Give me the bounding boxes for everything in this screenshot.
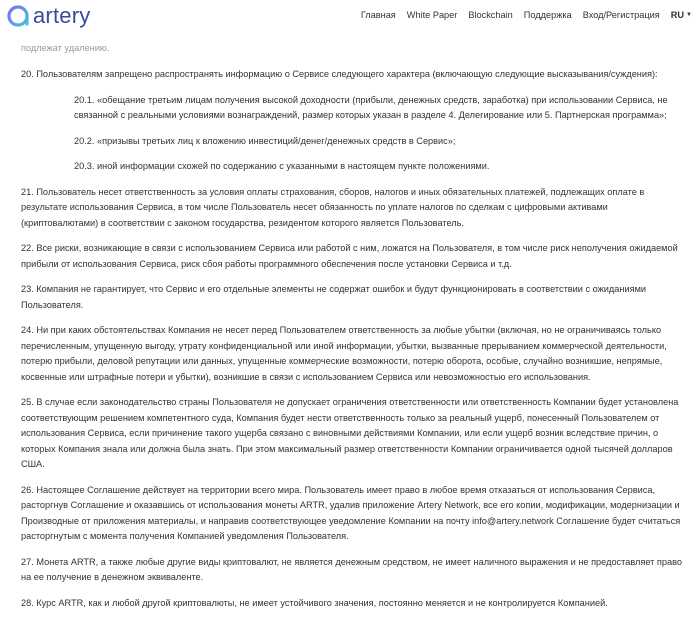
nav-white-paper[interactable]: White Paper [406,10,458,20]
nav-login-register[interactable]: Вход/Регистрация [582,10,660,20]
clause-25: 25. В случае если законодательство страны Пользователя не допускает ограничения ответственности или ответственность Компании будет установлена соответствующим решением компетентного суда, Компания будет нести ответственность только за реальный ущерб, понесенный Пользователем от использования Сервиса, если причинение такого ущерба связано с виновными действиями Компании, или если ущерб возник вследствие причин, о которых Компания знала или должна была знать. При этом максимальный размер ответственности Компании ограничивается одной тысячей долларов США. [21,397,679,469]
top-nav [350,10,692,20]
clause-24: 24. Ни при каких обстоятельствах Компания не несет перед Пользователем ответственность за любые убытки (включая, но не ограничиваясь только перечисленным, упущенную выгоду, утрату конфиденциальной или иной информации, убытки, вызванные прерыванием коммерческой деятельности, потерю прибыли, деловой репутации или данных, упущенные коммерческие возможности, потерю оборота, особые, случайно возникшие, непрямые, косвенные или штрафные потери и убытки), возникшие в связи с использованием Сервиса или невозможностью его использования. [21,325,667,382]
clause-28: 28. Курс ARTR, как и любой другой криптовалюты, не имеет устойчивого значения, постоянно меняется и не контролируется Компанией. [21,597,608,608]
clause-21: 21. Пользователь несет ответственность за условия оплаты страхования, сборов, налогов и иных обязательных платежей, подлежащих оплате в результате использования Сервиса, в том числе Пользователь несет обязанность по уплате налогов по сделкам с цифровыми активами (криптовалютами) в соответствии с законом государства, резидентом которого является Пользователь. [21,186,645,228]
nav-home[interactable]: Главная [360,10,396,20]
site-header [0,0,700,32]
nav-blockchain[interactable]: Blockchain [468,10,513,20]
chevron-down-icon: ▼ [686,12,692,18]
language-selector[interactable] [671,10,692,20]
clause-26: 26. Настоящее Соглашение действует на территории всего мира. Пользователь имеет право в любое время отказаться от использования Сервиса, расторгнув Соглашение и оказавшись от использования монеты ARTR, удалив приложение Artery Network, все его копии, модификации, модернизации и Производные от приложения материалы, и направив соответствующее уведомление Компании на почту info@artery.network Соглашение будет считаться расторгнутым с момента получения Компанией уведомления Пользователя. [21,484,681,541]
terms-content [21,67,685,621]
faded-text: подлежат удалению. [21,43,110,53]
artery-logo-icon [6,4,30,28]
nav-support[interactable]: Поддержка [523,10,572,20]
language-label: RU [670,10,685,20]
clause-27: 27. Монета ARTR, а также любые другие виды криптовалют, не является денежным средством, не имеет наличного выражения и не предоставляет право на ее получение в денежном эквиваленте. [21,556,683,582]
clause-20-3: 20.3. иной информации схожей по содержанию с указанными в настоящем пункте положениями. [74,161,490,171]
clause-20-2: 20.2. «призывы третьих лиц к вложению инвестиций/денег/денежных средств в Сервис»; [74,135,456,146]
clause-20: 20. Пользователям запрещено распространять информацию о Сервисе следующего характера (включающую следующие высказывания/суждения): [21,69,658,79]
clause-22: 22. Все риски, возникающие в связи с использованием Сервиса или работой с ним, ложатся на Пользователя, в том числе риск неполучения ожидаемой прибыли от использования Сервиса, риск сбоя работы программного обеспечения после установки Сервиса и т.д. [21,243,678,269]
clause-20-1: 20.1. «обещание третьим лицам получения высокой доходности (прибыли, денежных средств, заработка) при использовании Сервиса, не связанной с реальными условиями вознаграждений, размер которых указан в разделе 4. Делегирование или 5. Партнерская программа»; [74,94,668,120]
brand-name: artery [33,3,91,28]
brand-logo[interactable] [6,4,90,28]
clause-23: 23. Компания не гарантирует, что Сервис и его отдельные элементы не содержат ошибок и будут функционировать в соответствии с ожиданиями Пользователя. [21,284,647,310]
